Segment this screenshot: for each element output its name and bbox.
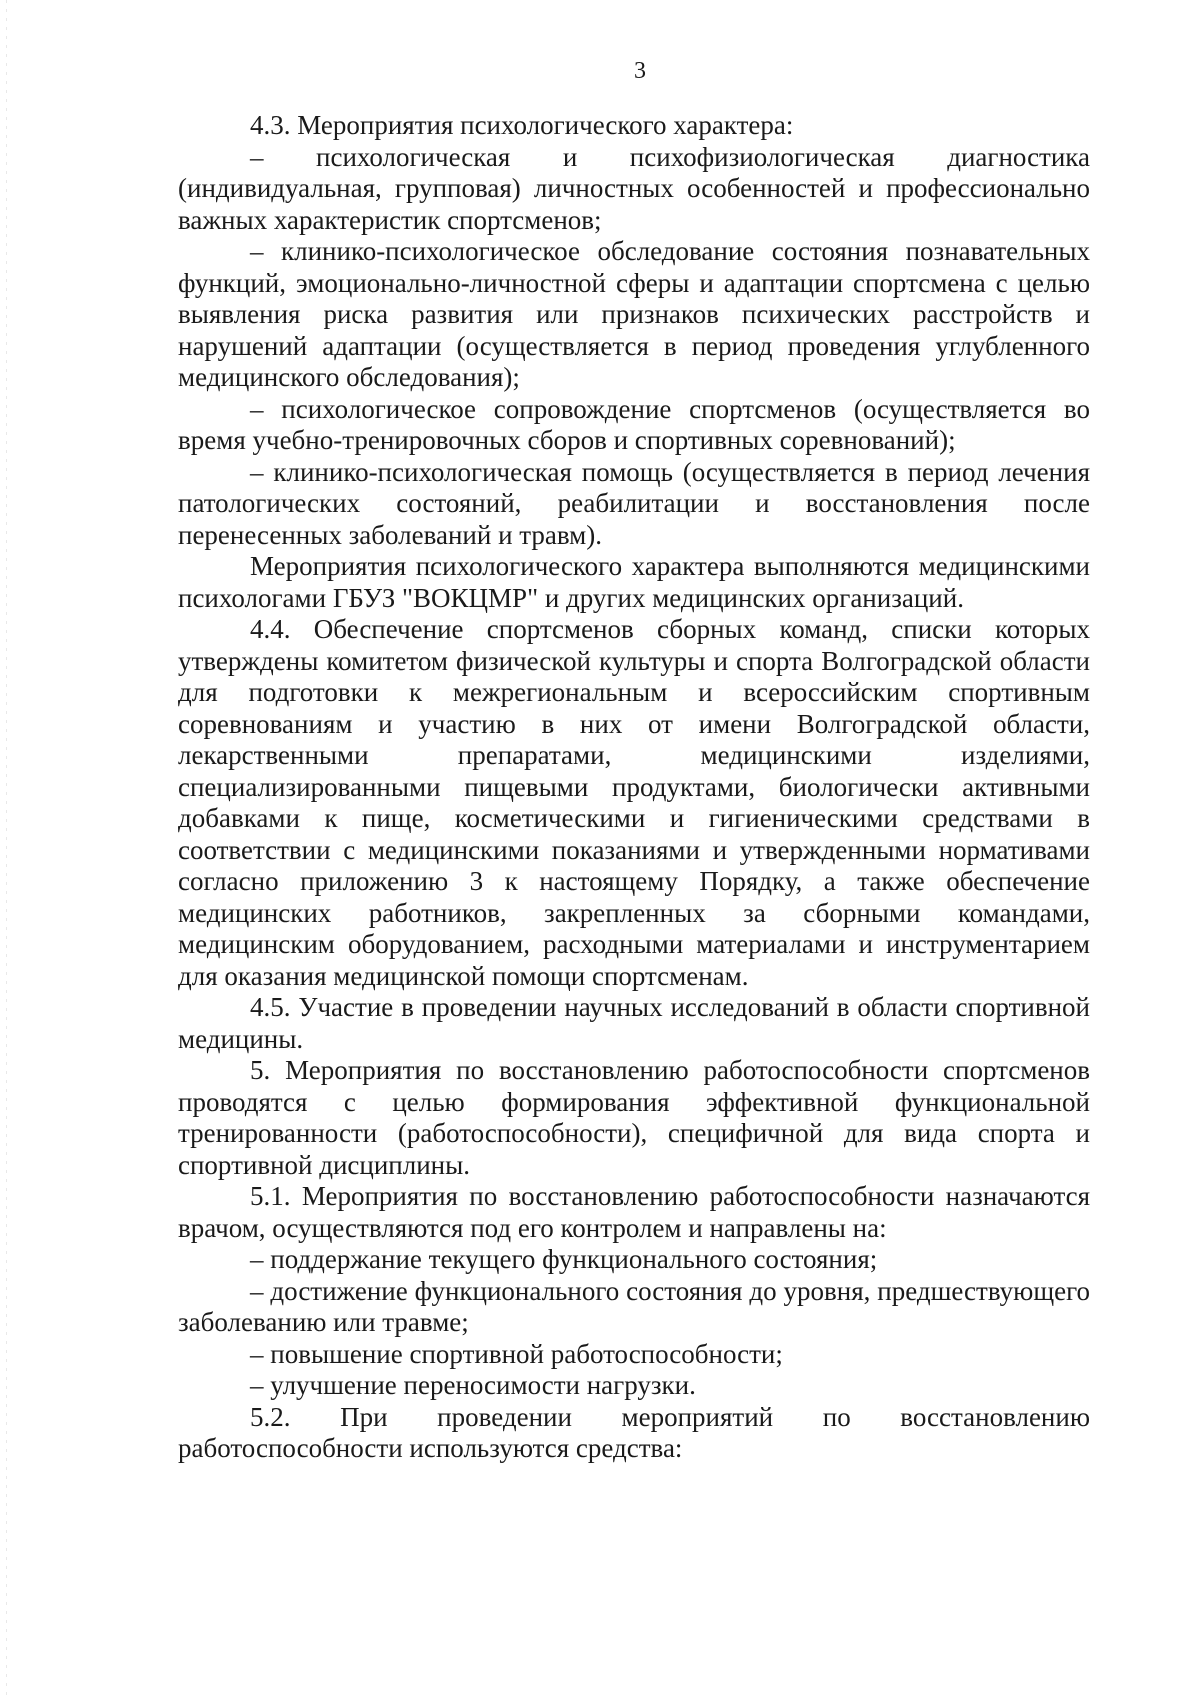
paragraph-psych-performers: Мероприятия психологического характера выполняются медицинскими психологами ГБУЗ "ВОКЦМР" и других медицинских организаций. [178,551,1090,613]
list-item-increase-performance: – повышение спортивной работоспособности; [250,1338,783,1369]
paragraph-psych-support: – психологическое сопровождение спортсменов (осуществляется во время учебно-тренировочных сборов и спортивных соревнований); [178,393,1090,455]
paragraph-5-2-means: 5.2. При проведении мероприятий по восстановлению работоспособности используются средства: [178,1401,1090,1463]
paragraph-4-3-heading: 4.3. Мероприятия психологического характера: [250,110,794,140]
paragraph-5-1-measures: 5.1. Мероприятия по восстановлению работоспособности назначаются врачом, осуществляются под его контролем и направлены на: [178,1181,1090,1243]
list-item-maintain-state: – поддержание текущего функционального состояния; [250,1244,878,1274]
paragraph-psych-diagnostics: – психологическая и психофизиологическая диагностика (индивидуальная, групповая) личностных особенностей и профессионально важных характеристик спортсменов; [178,141,1090,235]
paragraph-4-5-research: 4.5. Участие в проведении научных исследований в области спортивной медицины. [178,992,1090,1054]
paragraph-clinical-help: – клинико-психологическая помощь (осуществляется в период лечения патологических состояний, реабилитации и восстановления после перенесенных заболеваний и травм). [178,456,1090,550]
list-item-achieve-state: – достижение функционального состояния до уровня, предшествующего заболеванию или травме; [178,1275,1090,1337]
paragraph-5-recovery: 5. Мероприятия по восстановлению работоспособности спортсменов проводятся с целью формирования эффективной функциональной тренированности (работоспособности), специфичной для вида спорта и спортивной дисциплины. [178,1055,1090,1180]
paragraph-4-4-provision: 4.4. Обеспечение спортсменов сборных команд, списки которых утверждены комитетом физической культуры и спорта Волгоградской области для подготовки к межрегиональным и всероссийским спортивным соревнованиям и участию в них от имени Волгоградской области, лекарственными препаратами, медицинскими изделиями, специализированными пищевыми продуктами, биологически активными добавками к пище, косметическими и гигиеническими средствами в соответствии с медицинскими показаниями и утвержденными нормативами согласно приложению 3 к настоящему Порядку, а также обеспечение медицинских работников, закрепленных за сборными командами, медицинским оборудованием, расходными материалами и инструментарием для оказания медицинской помощи спортсменам. [178,614,1090,991]
scan-edge-artifact [6,0,7,1696]
document-body [178,110,1090,1465]
list-item-improve-tolerance: – улучшение переносимости нагрузки. [250,1370,696,1400]
page-number: 3 [634,58,646,84]
paragraph-clinical-examination: – клинико-психологическое обследование состояния познавательных функций, эмоционально-личностной сферы и адаптации спортсмена с целью выявления риска развития или признаков психических расстройств и нарушений адаптации (осуществляется в период проведения углубленного медицинского обследования); [178,236,1090,392]
